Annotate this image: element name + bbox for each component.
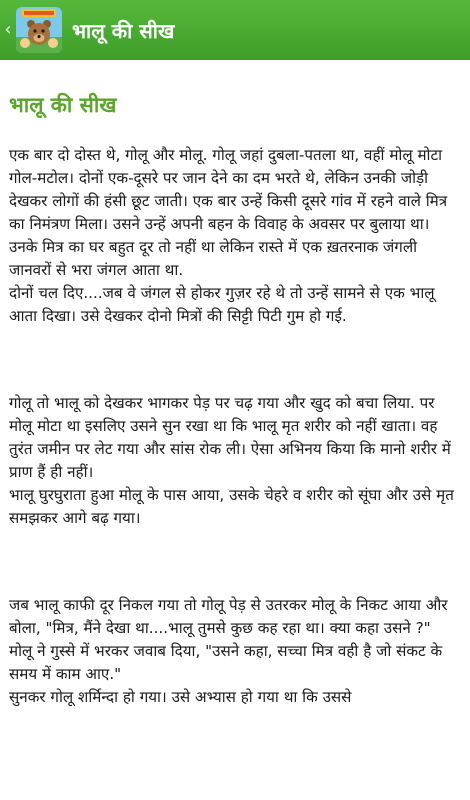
back-chevron-icon[interactable]: ‹ — [4, 19, 12, 40]
story-paragraph — [9, 594, 461, 709]
story-text: भालू घुरघुराता हुआ मोलू के पास आया, उसके चेहरे व शरीर को सूंघा और उसे मृत समझकर आगे बढ़ गया। — [9, 486, 454, 527]
app-title: भालू की सीख — [72, 18, 175, 43]
story-content[interactable] — [0, 60, 470, 800]
story-text: जब भालू काफी दूर निकल गया तो गोलू पेड़ से उतरकर मोलू के निकट आया और बोला, "मित्र, मैंने देखा था....भालू तुमसे कुछ कह रहा था। क्या कहा उसने ?" — [9, 596, 448, 637]
story-paragraph — [9, 144, 461, 328]
story-text: एक बार दो दोस्त थे, गोलू और मोलू. गोलू जहां दुबला-पतला था, वहीं मोलू मोटा गोल-मटोल। दोनों एक-दूसरे पर जान देने का दम भरते थे, लेकिन उनकी जोड़ी देखकर लोगों की हंसी छूट जाती। एक बार उन्हें किसी दूसरे गांव में रहने वाले मित्र का निमंत्रण मिला। उसने उन्हें अपनी बहन के विवाह के अवसर पर बुलाया था। उनके मित्र का घर बहुत दूर तो नहीं था लेकिन रास्ते में एक ख़तरनाक जंगली जानवरों से भरा जंगल आता था. — [9, 146, 448, 279]
story-text: सुनकर गोलू शर्मिन्दा हो गया। उसे अभ्यास हो गया था कि उससे — [9, 688, 352, 706]
app-bar — [0, 0, 470, 60]
story-text: मोलू ने गुस्से में भरकर जवाब दिया, "उसने कहा, सच्चा मित्र वही है जो संकट के समय में काम आए." — [9, 642, 443, 683]
story-title: भालू की सीख — [9, 93, 117, 117]
story-text: दोनों चल दिए....जब वे जंगल से होकर गुज़र रहे थे तो उन्हें सामने से एक भालू आता दिखा। उसे देखकर दोनो मित्रों की सिट्टी पिटी गुम हो गई. — [9, 284, 435, 325]
bear-cartoon-icon[interactable] — [16, 7, 62, 53]
story-paragraph — [9, 392, 461, 530]
story-text: गोलू तो भालू को देखकर भागकर पेड़ पर चढ़ गया और खुद को बचा लिया. पर मोलू मोटा था इसलिए उसने सुन रखा था कि भालू मृत शरीर को नहीं खाता। वह तुरंत जमीन पर लेट गया और सांस रोक ली। ऐसा अभिनय किया कि मानो शरीर में प्राण हैं ही नहीं। — [9, 394, 451, 481]
